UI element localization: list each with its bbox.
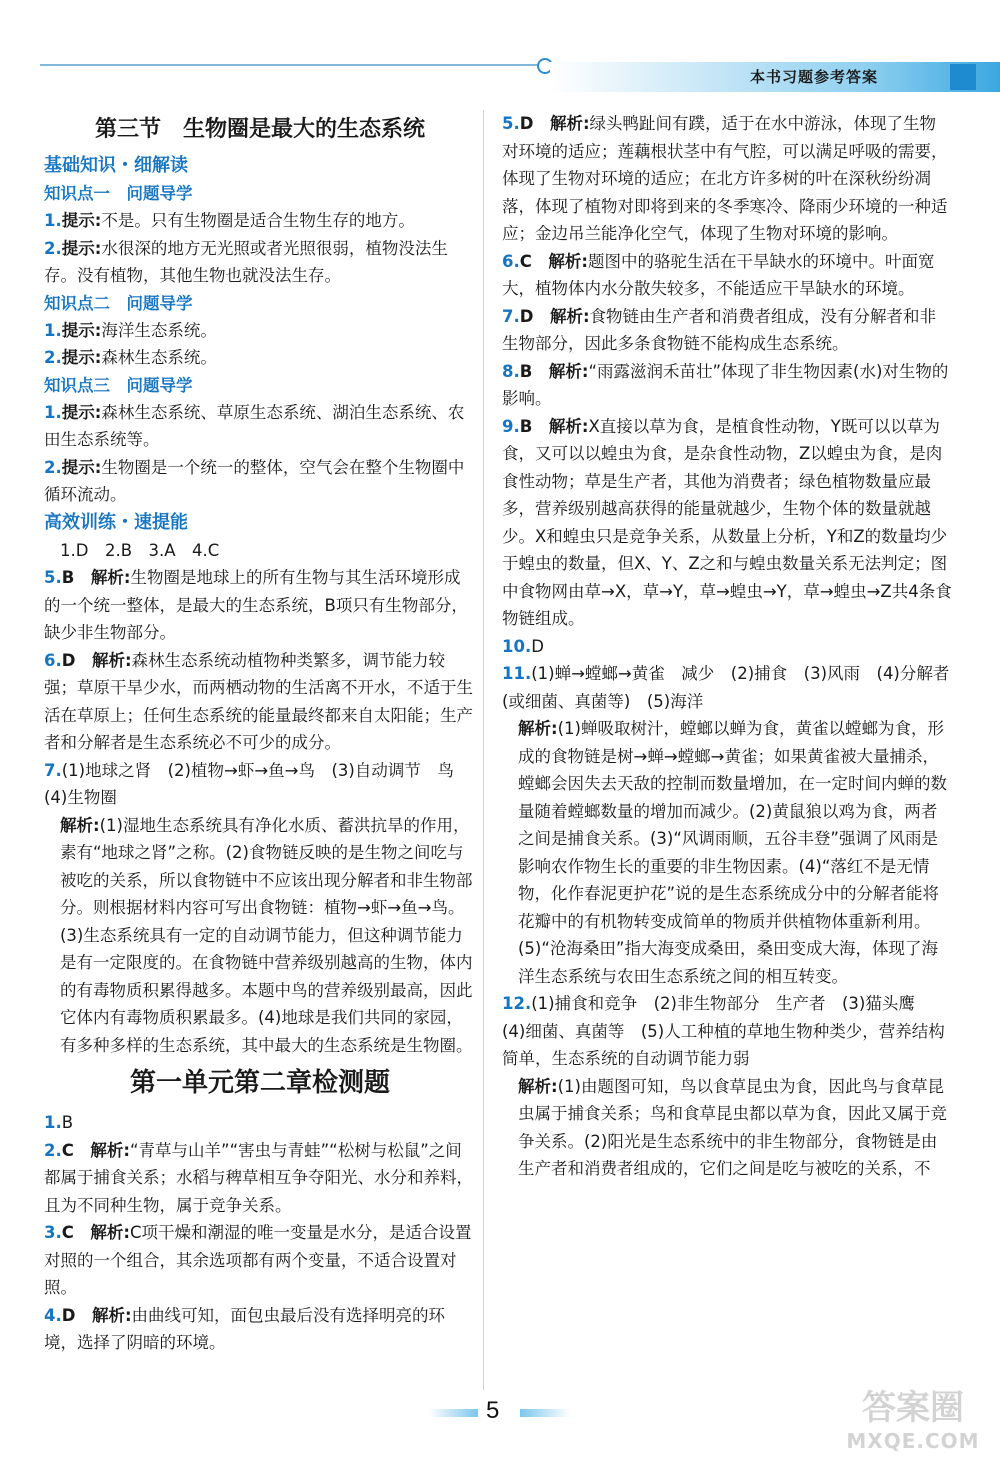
- answer-item: [502, 1073, 952, 1183]
- answer-keyword: 解析:: [518, 1076, 558, 1096]
- answer-item: [44, 235, 476, 290]
- answer-number: 2.: [44, 1140, 62, 1160]
- answer-number: 5.: [502, 114, 520, 133]
- answer-item: [44, 1109, 476, 1137]
- answer-text: 题图中的骆驼生活在干旱缺水的环境中。叶面宽大，植物体内水分散失较多，不能适应干旱缺水的环境。: [502, 251, 935, 298]
- left-column: [44, 110, 476, 1357]
- answer-text: X直接以草为食，是植食性动物，Y既可以以草为食，又可以以蝗虫为食，是杂食性动物，Z以蝗虫为食，是肉食性动物；草是生产者，其他为消费者；绿色植物数量应最多，营养级别越高获得的能量就越少，生物个体的数量就越少。X和蝗虫只是竞争关系，从数量上分析，Y和Z的数量均少于蝗虫的数量，但X、Y、Z之和与蝗虫数量关系无法判定；图中食物网由草→X，草→Y，草→蝗虫→Y，草→蝗虫→Z共4条食物链组成。: [502, 416, 952, 628]
- answer-number: 7.: [502, 306, 520, 326]
- page-number: 5: [486, 1397, 500, 1424]
- answer-item: [44, 317, 476, 345]
- answer-item: [44, 1137, 476, 1220]
- answer-number: 9.: [502, 416, 520, 436]
- answer-text: 生物圈是地球上的所有生物与其生活环境形成的一个统一整体，是最大的生态系统，B项只有生物部分，缺少非生物部分。: [44, 568, 468, 642]
- answer-text: (1)蝉→螳螂→黄雀 减少 (2)捕食 (3)风雨 (4)分解者(或细菌、真菌等) (5)海洋: [502, 664, 950, 711]
- footer-decoration-left: [428, 1409, 478, 1417]
- answer-text: 森林生态系统、草原生态系统、湖泊生态系统、农田生态系统等。: [44, 402, 465, 449]
- answer-keyword: 解析:: [518, 719, 558, 738]
- answer-text: 不是。只有生物圈是适合生物生存的地方。: [101, 211, 415, 230]
- answer-item: [44, 399, 476, 454]
- answer-number: 1.: [44, 402, 62, 422]
- footer-decoration-right: [520, 1409, 570, 1417]
- answer-number: 6.: [502, 251, 520, 271]
- answer-text: (1)由题图可知，鸟以食草昆虫为食，因此鸟与食草昆虫属于捕食关系；鸟和食草昆虫都以草为食，因此又属于竞争关系。(2)阳光是生态系统中的非生物部分，食物链是由生产者和消费者组成的，它们之间是吃与被吃的关系，不: [518, 1076, 947, 1178]
- answer-item: [44, 537, 476, 565]
- header-title: 本书习题参考答案: [750, 68, 879, 86]
- answer-item: [44, 812, 476, 1060]
- right-column: [502, 110, 952, 1183]
- answer-item: [44, 1302, 476, 1357]
- unit-test-title: 第一单元第二章检测题: [129, 1068, 390, 1098]
- answer-item: [502, 990, 952, 1073]
- answer-text: 森林生态系统。: [101, 348, 217, 367]
- answer-number: 12.: [502, 994, 532, 1013]
- answer-text: “雨露滋润禾苗壮”体现了非生物因素(水)对生物的影响。: [502, 361, 949, 408]
- answer-keyword: B 解析:: [61, 568, 131, 587]
- page-header: [0, 0, 1000, 110]
- answer-text: (1)捕食和竞争 (2)非生物部分 生产者 (3)猫头鹰 (4)细菌、真菌等 (5)人工种植的草地生物种类少，营养结构简单，生态系统的自动调节能力弱: [502, 994, 945, 1068]
- answer-item: [502, 413, 952, 633]
- answer-item: [44, 454, 476, 509]
- training-list: [44, 537, 476, 1060]
- watermark-logo: [838, 1388, 988, 1468]
- kp1-heading: 知识点一 问题导学: [44, 184, 193, 203]
- watermark-url: MXQE.COM: [846, 1429, 980, 1453]
- kp3-list: [44, 399, 476, 509]
- answer-text: B: [61, 1113, 74, 1132]
- answer-keyword: 提示:: [61, 402, 102, 422]
- answer-item: [502, 358, 952, 413]
- answer-keyword: 提示:: [61, 238, 102, 258]
- answer-number: 8.: [502, 361, 520, 381]
- answer-number: 10.: [502, 636, 532, 656]
- answer-keyword: B 解析:: [519, 416, 589, 436]
- answer-keyword: D 解析:: [61, 650, 132, 670]
- answer-item: [502, 248, 952, 303]
- answer-item: [44, 647, 476, 757]
- answer-text: (1)蝉吸取树汁，螳螂以蝉为食，黄雀以螳螂为食，形成的食物链是树→蝉→螳螂→黄雀；如果黄雀被大量捕杀，螳螂会因失去天敌的控制而数量增加，在一定时间内蝉的数量随着螳螂数量的增加而减少。(2)黄鼠狼以鸡为食，两者之间是捕食关系。(3)“风调雨顺，五谷丰登”强调了风雨是影响农作物生长的重要的非生物因素。(4)“落红不是无情物，化作春泥更护花”说的是生态系统成分中的分解者能将花瓣中的有机物转变成简单的物质并供植物体重新利用。(5)“沧海桑田”指大海变成桑田，桑田变成大海，体现了海洋生态系统与农田生态系统之间的相互转变。: [518, 719, 947, 986]
- answer-item: [44, 344, 476, 372]
- answer-keyword: C 解析:: [61, 1223, 130, 1242]
- watermark-text: 答案圈: [862, 1388, 964, 1428]
- answer-item: [44, 1219, 476, 1302]
- basic-knowledge-heading: 基础知识・细解读: [44, 155, 188, 176]
- answer-item: [502, 633, 952, 661]
- answer-text: 由曲线可知，面包虫最后没有选择明亮的环境，选择了阴暗的环境。: [44, 1305, 446, 1352]
- answer-keyword: C 解析:: [519, 251, 588, 271]
- kp3-heading: 知识点三 问题导学: [44, 375, 193, 395]
- answer-number: 2.: [44, 348, 62, 367]
- answer-keyword: 提示:: [61, 211, 102, 230]
- answer-item: [44, 207, 476, 235]
- answer-keyword: 提示:: [61, 348, 102, 367]
- answer-text: (1)湿地生态系统具有净化水质、蓄洪抗旱的作用，素有“地球之肾”之称。(2)食物链反映的是生物之间吃与被吃的关系，所以食物链中不应该出现分解者和非生物部分。则根据材料内容可写出食物链：植物→虾→鱼→鸟。(3)生态系统具有一定的自动调节能力，但这种调节能力是有一定限度的。在食物链中营养级别越高的生物，体内的有毒物质积累得越多。本题中鸟的营养级别最高，因此它体内有毒物质积累最多。(4)地球是我们共同的家园，有多种多样的生态系统，其中最大的生态系统是生物圈。: [60, 815, 473, 1055]
- answer-text: 海洋生态系统。: [101, 320, 217, 340]
- right-answer-list: [502, 110, 952, 1183]
- answer-item: [502, 110, 952, 248]
- answer-number: 2.: [44, 457, 62, 477]
- answer-keyword: B 解析:: [519, 361, 589, 381]
- answer-keyword: 提示:: [61, 457, 102, 477]
- header-rule: [40, 64, 540, 66]
- kp2-list: [44, 317, 476, 372]
- answer-number: 2.: [44, 238, 62, 258]
- answer-item: [44, 564, 476, 647]
- header-block-icon: [950, 64, 976, 90]
- answer-text: 水很深的地方无光照或者光照很弱，植物没法生存。没有植物，其他生物也就没法生存。: [44, 238, 448, 285]
- answer-number: 11.: [502, 664, 532, 683]
- answer-number: 7.: [44, 760, 62, 780]
- answer-item: [502, 660, 952, 715]
- answer-text: 1.D 2.B 3.A 4.C: [60, 540, 220, 560]
- answer-text: 食物链由生产者和消费者组成，没有分解者和非生物部分，因此多条食物链不能构成生态系统。: [502, 306, 937, 353]
- answer-text: 生物圈是一个统一的整体，空气会在整个生物圈中循环流动。: [44, 457, 465, 504]
- answer-keyword: D 解析:: [519, 306, 590, 326]
- kp1-list: [44, 207, 476, 290]
- answer-text: “青草与山羊”“害虫与青蛙”“松树与松鼠”之间都属于捕食关系；水稻与稗草相互争夺阳光、水分和养料，且为不同种生物，属于竞争关系。: [44, 1140, 473, 1215]
- section-title: 第三节 生物圈是最大的生态系统: [94, 117, 425, 142]
- answer-item: [502, 715, 952, 990]
- answer-text: 森林生态系统动植物种类繁多，调节能力较强；草原干旱少水，而两栖动物的生活离不开水，不适于生活在草原上；任何生态系统的能量最终都来自太阳能；生产者和分解者是生态系统必不可少的成分。: [44, 650, 473, 752]
- answer-number: 5.: [44, 568, 62, 587]
- column-divider: [483, 110, 484, 1390]
- answer-number: 4.: [44, 1305, 62, 1325]
- training-heading: 高效训练・速提能: [44, 511, 188, 533]
- answer-keyword: D 解析:: [519, 114, 590, 133]
- kp2-heading: 知识点二 问题导学: [44, 293, 193, 313]
- answer-text: (1)地球之肾 (2)植物→虾→鱼→鸟 (3)自动调节 鸟 (4)生物圈: [44, 760, 471, 807]
- answer-number: 3.: [44, 1223, 62, 1242]
- answer-number: 1.: [44, 320, 62, 340]
- answer-keyword: 提示:: [61, 320, 102, 340]
- answer-item: [44, 757, 476, 812]
- answer-text: 绿头鸭趾间有蹼，适于在水中游泳，体现了生物对环境的适应；莲藕根状茎中有气腔，可以满足呼吸的需要，体现了生物对环境的适应；在北方许多树的叶在深秋纷纷凋落，体现了植物对即将到来的冬季寒冷、降雨少环境的一种适应；金边吊兰能净化空气，体现了生物对环境的影响。: [502, 114, 948, 243]
- answer-keyword: 解析:: [60, 815, 100, 835]
- answer-item: [502, 303, 952, 358]
- answer-number: 6.: [44, 650, 62, 670]
- answer-number: 1.: [44, 211, 62, 230]
- answer-text: C项干燥和潮湿的唯一变量是水分，是适合设置对照的一个组合，其余选项都有两个变量，不适合设置对照。: [44, 1223, 472, 1297]
- answer-keyword: C 解析:: [61, 1140, 130, 1160]
- answer-keyword: D 解析:: [61, 1305, 132, 1325]
- answer-number: 1.: [44, 1113, 62, 1132]
- answer-text: D: [531, 636, 544, 656]
- unit-test-list: [44, 1109, 476, 1357]
